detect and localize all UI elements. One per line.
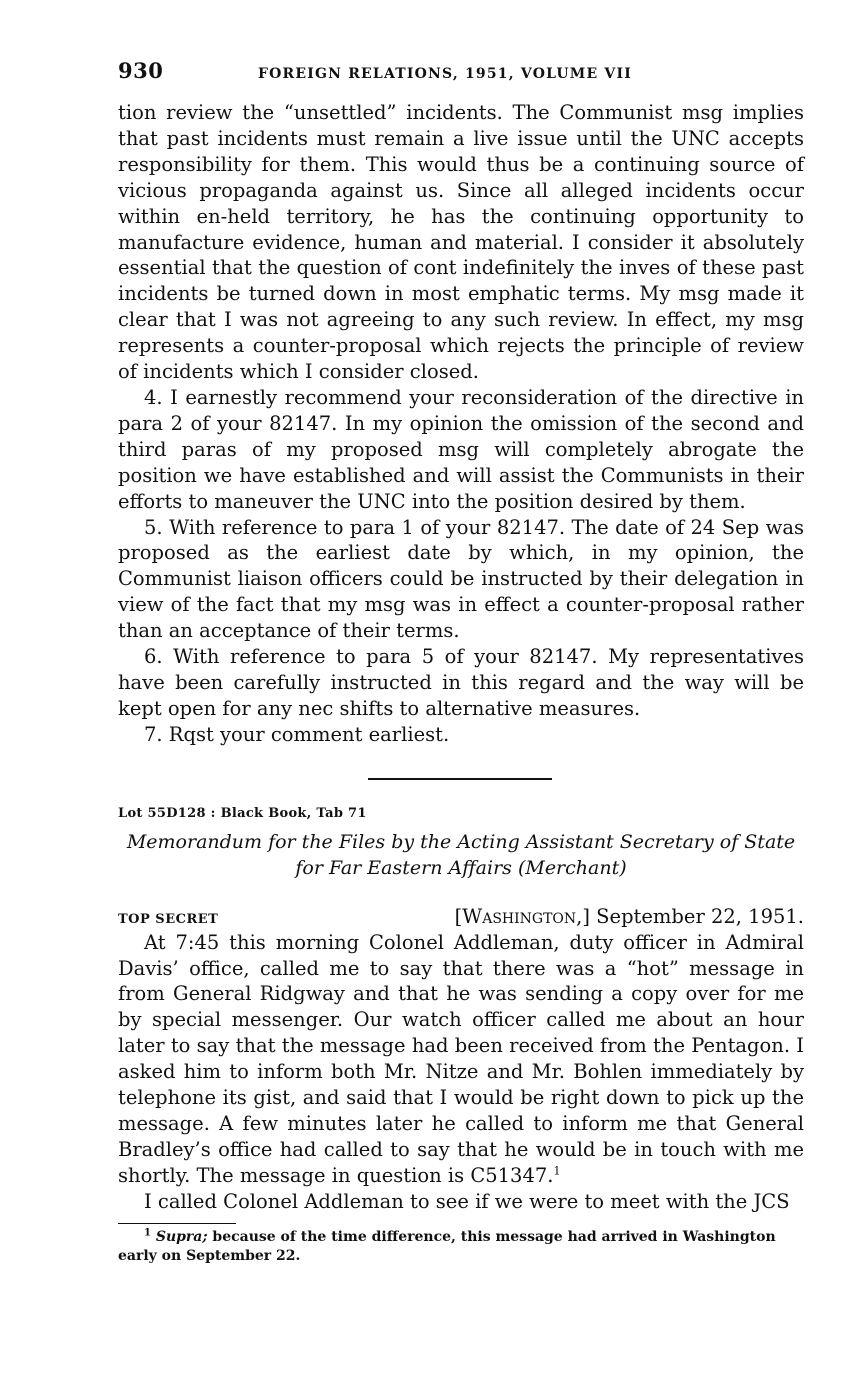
paragraph-5: 5. With reference to para 1 of your 82147. The date of 24 Sep was proposed as the earliest date by which, in my opinion, the Communist liaison officers could be instructed by their delegation in view of the fact that my msg was in effect a counter-proposal rather than an acceptance of their terms. — [118, 515, 804, 643]
page-header — [118, 58, 804, 92]
date: September 22, 1951. — [596, 904, 804, 928]
paragraph-continued: tion review the “unsettled” incidents. The Communist msg implies that past incidents must remain a live issue until the UNC accepts responsibility for them. This would thus be a continuing source of vicious propaganda against us. Since all alleged incidents occur within en-held territory, he has the continuing opportunity to manufacture evidence, human and material. I consider it absolutely essential that the question of cont indefinitely the inves of these past incidents be turned down in most emphatic terms. My msg made it clear that I was not agreeing to any such review. In effect, my msg represents a counter-proposal which rejects the principle of review of incidents which I consider closed. — [118, 101, 804, 384]
document-title-line-2 — [118, 855, 804, 881]
paragraph-7: 7. Rqst your comment earliest. — [144, 722, 450, 746]
place: [Washington,] — [454, 904, 590, 928]
document-title-author: Merchant — [525, 856, 620, 879]
footnote-text: because of the time difference, this message had arrived in Washington early on September 22. — [118, 1228, 776, 1264]
page-number: 930 — [118, 58, 164, 83]
footnote-italic: Supra; — [155, 1228, 208, 1245]
place-date — [455, 905, 804, 928]
paragraph-4: 4. I earnestly recommend your reconsideration of the directive in para 2 of your 82147. In my opinion the omission of the second and third paras of my proposed msg will completely abrogate the position we have established and will assist the Communists in their efforts to maneuver the UNC into the position desired by them. — [118, 385, 804, 513]
document-title-line-2-post: ) — [619, 856, 627, 879]
document-source: Lot 55D128 : Black Book, Tab 71 — [118, 805, 367, 821]
document-title-line-2-pre: for Far Eastern Affairs ( — [295, 856, 526, 879]
footnote-rule — [118, 1223, 236, 1224]
running-head: FOREIGN RELATIONS, 1951, VOLUME VII — [258, 66, 632, 82]
document-page — [118, 58, 804, 1266]
section-divider — [368, 778, 552, 780]
document-title — [118, 829, 804, 881]
paragraph-6: 6. With reference to para 5 of your 82147. My representatives have been carefully instructed in this regard and the way will be kept open for any nec shifts to alternative measures. — [118, 645, 804, 720]
dateline — [118, 905, 804, 928]
memo-paragraph-1 — [118, 930, 804, 1189]
continued-message-text — [118, 100, 804, 748]
footnote-reference: 1 — [553, 1164, 561, 1178]
footnote-mark: 1 — [144, 1226, 151, 1238]
document-title-line-1: Memorandum for the Files by the Acting Assistant Secretary of State — [126, 830, 796, 853]
footnote — [118, 1228, 804, 1266]
memo-text — [118, 930, 804, 1215]
memo-paragraph-2: I called Colonel Addleman to see if we were to meet with the JCS — [144, 1189, 790, 1213]
classification-label: TOP SECRET — [118, 911, 219, 927]
memo-paragraph-1-text: At 7:45 this morning Colonel Addleman, duty officer in Admiral Davis’ office, called me to say that there was a “hot” message in from General Ridgway and that he was sending a copy over for me by special messenger. Our watch officer called me about an hour later to say that the message had been received from the Pentagon. I asked him to inform both Mr. Nitze and Mr. Bohlen immediately by telephone its gist, and said that I would be right down to pick up the message. A few minutes later he called to inform me that General Bradley’s office had called to say that he would be in touch with me shortly. The message in question is C51347. — [118, 930, 804, 1187]
